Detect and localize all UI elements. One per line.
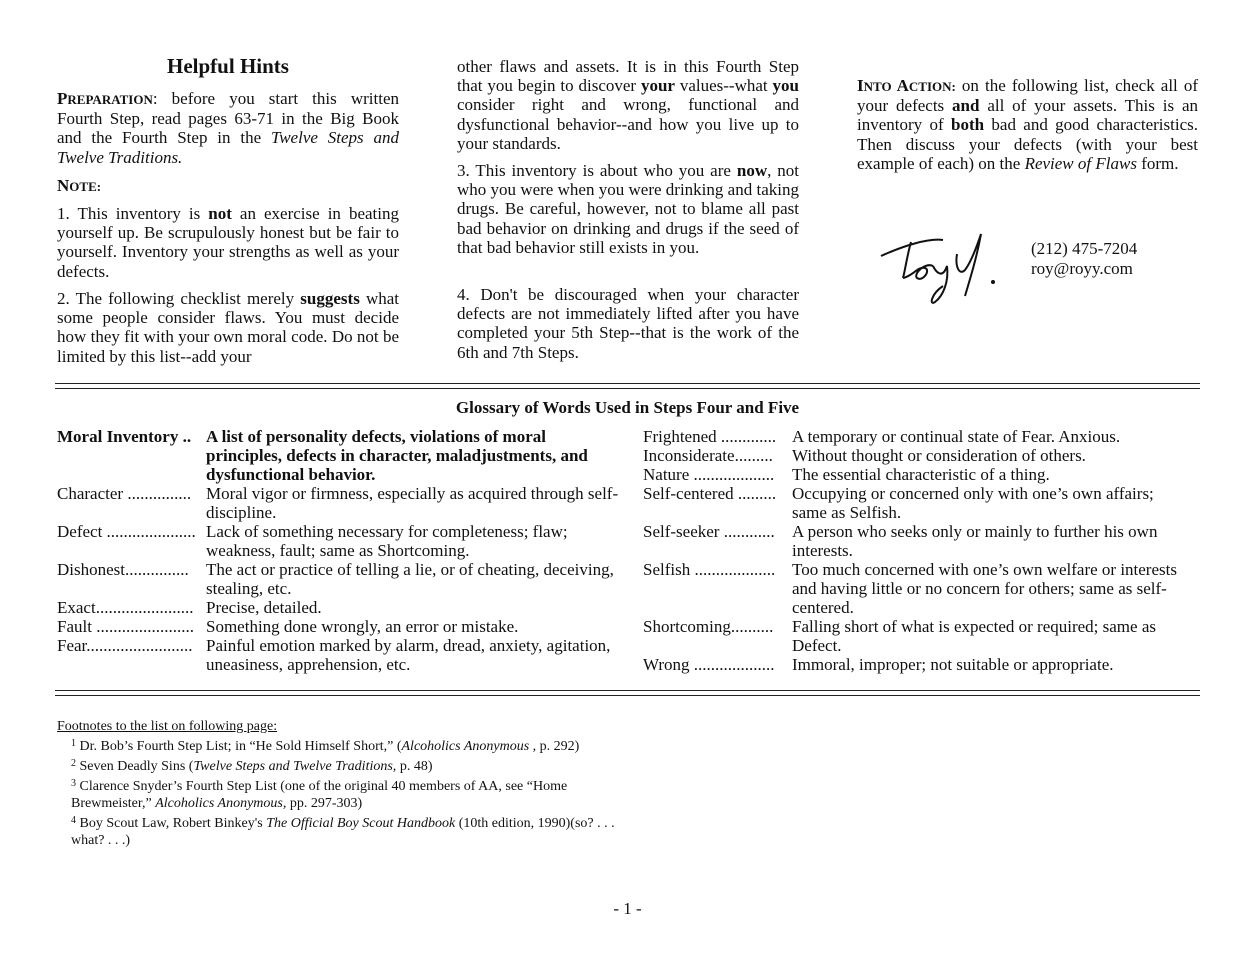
glossary-entry: Shortcoming.......... Falling short of what is expected or required; same as Defect. (643, 617, 1156, 655)
glossary-entry: Moral Inventory .. A list of personality defects, violations of moral principles, defects in character, maladjustments, and dysfunctional behavior. (57, 427, 588, 484)
glossary-entry: Self-centered ......... Occupying or concerned only with one’s own affairs; same as Selfish. (643, 484, 1154, 522)
helpful-hints-title: Helpful Hints (167, 54, 289, 78)
note-label: NOTE: (57, 176, 102, 195)
glossary-entry: Defect ..................... Lack of something necessary for completeness; flaw; weakness, fault; same as Shortcoming. (57, 522, 568, 560)
contact-email: roy@royy.com (1031, 258, 1133, 278)
glossary-entry: Fault ....................... Something done wrongly, an error or mistake. (57, 617, 519, 636)
footnotes-heading: Footnotes to the list on following page: (57, 719, 278, 734)
hint-paragraph-1: 1. This inventory is not an exercise in beating yourself up. Be scrupulously honest but be fair to yourself. Inventory your strengths as well as your defects. (57, 204, 399, 281)
contact-phone: (212) 475-7204 (1031, 239, 1138, 258)
footnote-item: $^3$ Clarence Snyder’s Fourth Step List (one of the original 40 members of AA, see “Home Brewmeister,” Alcoholics Anonymous, pp. 297-303) (71, 778, 568, 811)
glossary-entry: Exact....................... Precise, detailed. (57, 598, 322, 617)
glossary-entry: Self-seeker ............ A person who seeks only or mainly to further his own interests. (643, 522, 1158, 560)
hint-paragraph-4: 4. Don't be discouraged when your character defects are not immediately lifted after you have completed your 5th Step--that is the work of the 6th and 7th Steps. (457, 285, 799, 362)
glossary-entry: Selfish ................... Too much concerned with one’s own welfare or interests and having little or no concern for others; same as self-centered. (643, 560, 1177, 617)
divider-top-2 (55, 388, 1200, 389)
into-action-paragraph: INTO ACTION: on the following list, check all of your defects and all of your assets. This is an inventory of both bad and good characteristics. Then discuss your defects (with your best example of each) on the Review of Flaws form. (857, 76, 1198, 173)
page-number: - 1 - (613, 899, 642, 918)
glossary-entry: Nature ................... The essential characteristic of a thing. (643, 465, 1050, 484)
contact-info (1031, 239, 1137, 278)
glossary-entry: Wrong ................... Immoral, improper; not suitable or appropriate. (643, 655, 1114, 674)
divider-top-1 (55, 383, 1200, 384)
glossary-entry: Character ............... Moral vigor or firmness, especially as acquired through self-discipline. (57, 484, 619, 522)
hint-paragraph-2-continued: other flaws and assets. It is in this Fourth Step that you begin to discover your values--what you consider right and wrong, functional and dysfunctional behavior--and how you live up to your standards. (457, 57, 799, 153)
footnotes (57, 718, 617, 849)
glossary-entry: Frightened ............. A temporary or continual state of Fear. Anxious. (643, 427, 1121, 446)
footnote-item: $^1$ Dr. Bob’s Fourth Step List; in “He Sold Himself Short,” (Alcoholics Anonymous , p. 292) (71, 738, 580, 754)
hint-paragraph-2: 2. The following checklist merely suggests what some people consider flaws. You must decide how they fit with your own moral code. Do not be limited by this list--add your (57, 289, 399, 366)
glossary-title: Glossary of Words Used in Steps Four and Five (455, 398, 800, 417)
signature-image (873, 216, 1023, 308)
glossary-entry: Inconsiderate......... Without thought or consideration of others. (643, 446, 1086, 465)
preparation-paragraph: PREPARATION: before you start this written Fourth Step, read pages 63-71 in the Big Book and the Fourth Step in the Twelve Steps and Twelve Traditions. (57, 89, 400, 167)
glossary-left-column (57, 427, 626, 674)
divider-bottom-1 (55, 690, 1200, 691)
hint-paragraph-3: 3. This inventory is about who you are now, not who you were when you were drinking and taking drugs. Be careful, however, not to blame all past bad behavior on drinking and drugs if the seed of that bad behavior still exists in you. (457, 161, 799, 257)
divider-bottom-2 (55, 695, 1200, 696)
footnote-item: $^2$ Seven Deadly Sins (Twelve Steps and Twelve Traditions, p. 48) (71, 758, 433, 774)
footnote-item: $^4$ Boy Scout Law, Robert Binkey's The Official Boy Scout Handbook (10th edition, 1990)(so? . . . what? . . .) (71, 815, 615, 848)
glossary-right-column (643, 427, 1192, 674)
glossary-entry: Dishonest............... The act or practice of telling a lie, or of cheating, deceiving, stealing, etc. (57, 560, 614, 598)
glossary-entry: Fear......................... Painful emotion marked by alarm, dread, anxiety, agitation, uneasiness, apprehension, etc. (57, 636, 611, 674)
